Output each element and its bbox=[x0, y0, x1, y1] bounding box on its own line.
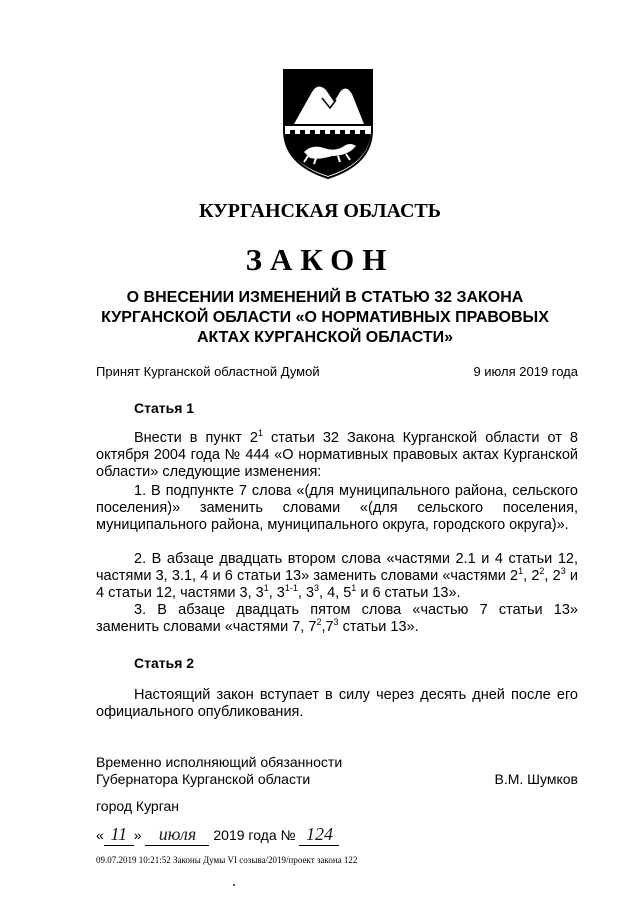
article-1-title: Статья 1 bbox=[134, 400, 195, 416]
region-title: КУРГАНСКАЯ ОБЛАСТЬ bbox=[198, 200, 441, 222]
intro-text-b: статьи 32 Закона Курганской области от 8 октября 2004 года № 444 «О нормативных правовых актах Курганской области» следующие изменения: bbox=[96, 430, 578, 480]
subject-line: КУРГАНСКОЙ ОБЛАСТИ «О НОРМАТИВНЫХ ПРАВОВЫХ bbox=[101, 309, 549, 326]
year-and-number-label: 2019 года № bbox=[213, 827, 296, 843]
registration-line bbox=[96, 824, 339, 846]
article-2-text: Настоящий закон вступает в силу через десять дней после его официального опубликования. bbox=[96, 687, 578, 720]
scan-dot bbox=[233, 884, 235, 886]
adopted-by: Принят Курганской областной Думой bbox=[96, 364, 320, 379]
article-1-intro bbox=[96, 430, 578, 481]
handwritten-day: 11 bbox=[104, 824, 134, 846]
coat-of-arms-emblem bbox=[282, 68, 374, 180]
intro-sup: 1 bbox=[257, 428, 263, 438]
item2-text-c: и 6 статьи 13». bbox=[360, 585, 461, 601]
article-1-item-2: 2. В абзаце двадцать втором слова «частями 2.1 и 4 статьи 12, частями 3, 3.1, 4 и 6 статьи 13» заменить словами «частями $2^1$, $2^2$, $2^3$ и 4 статьи 12, частями 3, $3^1$, 3$^{1-1}$, $3^3$, 4, $5^1$ и 6 статьи 13». bbox=[96, 551, 579, 601]
subject-line: О ВНЕСЕНИИ ИЗМЕНЕНИЙ В СТАТЬЮ 32 ЗАКОНА bbox=[126, 289, 524, 306]
adoption-date: 9 июля 2019 года bbox=[473, 364, 578, 379]
subject-line: АКТАХ КУРГАНСКОЙ ОБЛАСТИ» bbox=[196, 329, 454, 346]
handwritten-number: 124 bbox=[299, 824, 339, 846]
place-of-signing: город Курган bbox=[96, 798, 180, 814]
item3-text-a: 3. В абзаце двадцать пятом слова «частью 7 статьи 13» заменить словами «частями 7, 7 bbox=[96, 602, 578, 635]
signature-line bbox=[96, 771, 578, 787]
adoption-line bbox=[96, 364, 578, 379]
item2-text-a: 2. В абзаце двадцать втором слова «частями 2.1 и 4 статьи 12, частями 3, 3.1, 4 и 6 статьи 13» заменить словами «частями 2 bbox=[96, 551, 578, 584]
item3-text-b: статьи 13». bbox=[342, 619, 419, 635]
open-quote: « bbox=[96, 827, 104, 843]
article-1-item-1: 1. В подпункте 7 слова «(для муниципального района, сельского поселения)» заменить словами «(для сельского поселения, муниципального района, муниципального округа, городского округа)». bbox=[96, 483, 578, 533]
signatory-position-1: Временно исполняющий обязанности bbox=[96, 754, 343, 770]
intro-text-a: Внести в пункт 2 bbox=[134, 430, 258, 446]
article-2-title: Статья 2 bbox=[134, 655, 195, 671]
article-1-item-3: 3. В абзаце двадцать пятом слова «частью 7 статьи 13» заменить словами «частями 7, $7^2,7^3$ статьи 13». bbox=[96, 602, 578, 635]
item2-text-b: и 4 статьи 12, частями 3, 3 bbox=[96, 568, 579, 601]
close-quote: » bbox=[133, 827, 142, 843]
law-subject bbox=[70, 288, 580, 348]
handwritten-month: июля bbox=[145, 824, 209, 846]
document-type-title: ЗАКОН bbox=[245, 242, 395, 277]
signatory-position-2: Губернатора Курганской области bbox=[96, 771, 311, 787]
document-footer: 09.07.2019 10:21:52 Законы Думы VI созыва/2019/проект закона 122 bbox=[96, 855, 358, 865]
signatory-name: В.М. Шумков bbox=[494, 771, 578, 787]
